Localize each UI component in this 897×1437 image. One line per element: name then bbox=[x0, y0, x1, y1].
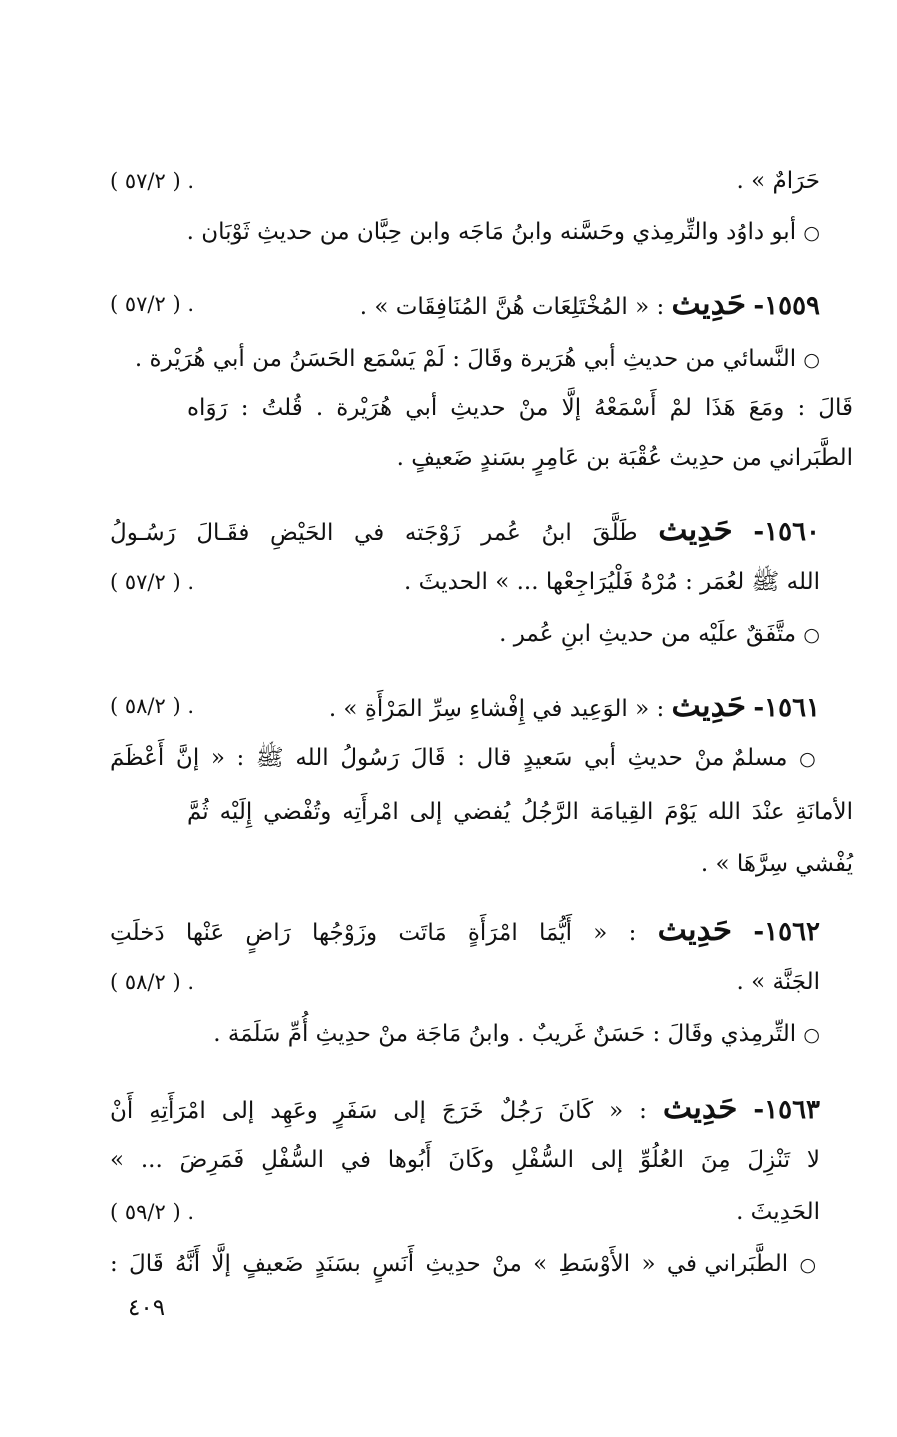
hadith-number: ١٥٦٠- bbox=[753, 517, 821, 547]
hadith-keyword: حَدِيث bbox=[657, 912, 733, 948]
takhrij-text: النَّسائي من حديثِ أبي هُرَيرة وقَالَ : لَمْ يَسْمَع الحَسَنُ من أبي هُرَيْرة . bbox=[134, 346, 797, 372]
takhrij-line: الأمانَةِ عنْدَ الله يَوْمَ القِيامَة الرَّجُلُ يُفضي إلى امْرأَتِه وتُفْضي إِلَيْه ثُمَّ bbox=[187, 799, 853, 825]
hadith-text-line bbox=[110, 556, 820, 608]
hadith-1562-heading bbox=[110, 904, 820, 956]
volume-page-ref: ( ٥٧/٢ ) . bbox=[110, 570, 195, 594]
circle-bullet-icon: ○ bbox=[803, 222, 820, 244]
hadith-text: : « أَيُّمَا امْرَأَةٍ مَاتَت وزَوْجُها رَاضٍ عَنْها دَخلَتِ bbox=[110, 920, 637, 946]
volume-page-ref: ( ٥٧/٢ ) . bbox=[110, 169, 195, 193]
takhrij-line: يُفْشي سِرَّهَا » . bbox=[700, 851, 853, 877]
hadith-text: الحَدِيثَ . bbox=[736, 1199, 820, 1225]
hadith-number: ١٥٥٩- bbox=[753, 291, 820, 321]
hadith-text-line: لا تَنْزِلَ مِنَ العُلُوِّ إلى السُّفْلِ وكَانَ أَبُوها في السُّفْلِ فَمَرِضَ ... » bbox=[110, 1147, 820, 1173]
takhrij-line: الطَّبَراني من حدِيث عُقْبَة بن عَامِرٍ بسَندٍ ضَعيفٍ . bbox=[396, 445, 853, 471]
volume-page-ref: ( ٥٩/٢ ) . bbox=[110, 1200, 195, 1224]
takhrij-text: مسلمٌ منْ حديثِ أبي سَعيدٍ قال : قَالَ رَسُولُ الله ﷺ : « إنَّ أَعْظَمَ bbox=[110, 745, 788, 771]
takhrij-line bbox=[110, 732, 820, 784]
hadith-number: ١٥٦٣- bbox=[753, 1095, 820, 1125]
hadith-number: ١٥٦١- bbox=[753, 693, 820, 723]
volume-page-ref: ( ٥٨/٢ ) . bbox=[110, 970, 195, 994]
hadith-keyword: حَدِيث bbox=[658, 512, 733, 548]
hadith-text: : « الوَعِيد في إِفْشاءِ سِرِّ المَرْأَةِ » . bbox=[328, 696, 665, 722]
circle-bullet-icon: ○ bbox=[799, 1254, 820, 1276]
takhrij-line bbox=[110, 333, 820, 385]
takhrij-text: أبو داوُد والتِّرمِذي وحَسَّنه وابنُ مَاجَه وابن حِبَّان من حديثِ ثَوْبَان . bbox=[186, 219, 797, 245]
hadith-1559-heading bbox=[110, 278, 820, 330]
hadith-text-line bbox=[110, 1186, 820, 1238]
hadith-text: حَرَامٌ » . bbox=[736, 168, 820, 194]
volume-page-ref: ( ٥٧/٢ ) . bbox=[110, 292, 195, 316]
hadith-text: الجَنَّة » . bbox=[736, 969, 820, 995]
hadith-1560-heading bbox=[110, 504, 820, 556]
hadith-text: الله ﷺ لعُمَر : مُرْهُ فَلْيُرَاجِعْها ... » الحديثَ . bbox=[404, 569, 820, 595]
hadith-text: طَلَّقَ ابنُ عُمر زَوْجَته في الحَيْضِ فقَـالَ رَسُـولُ bbox=[110, 520, 638, 546]
circle-bullet-icon: ○ bbox=[803, 624, 820, 646]
takhrij-line bbox=[110, 608, 820, 660]
hadith-1563-heading bbox=[110, 1082, 820, 1134]
volume-page-ref: ( ٥٨/٢ ) . bbox=[110, 694, 195, 718]
page-number: ٤٠٩ bbox=[128, 1295, 166, 1321]
hadith-number: ١٥٦٢- bbox=[753, 917, 821, 947]
hadith-text: : « كَانَ رَجُلٌ خَرَجَ إلى سَفَرٍ وعَهِد إلى امْرَأَتِهِ أَنْ bbox=[110, 1098, 647, 1124]
takhrij-text: متَّفَقٌ علَيْه من حديثِ ابنِ عُمر . bbox=[499, 621, 797, 647]
hadith-text: : « المُخْتَلِعَات هُنَّ المُنَافِقَات » . bbox=[359, 294, 665, 320]
hadith-keyword: حَدِيث bbox=[662, 1090, 738, 1126]
takhrij-text: التِّرمِذي وقَالَ : حَسَنٌ غَريبٌ . وابنُ مَاجَة منْ حدِيثِ أُمِّ سَلَمَة . bbox=[213, 1021, 797, 1047]
hadith-1561-heading bbox=[110, 680, 820, 732]
line-carryover bbox=[110, 155, 820, 207]
hadith-keyword: حَدِيث bbox=[671, 286, 747, 322]
takhrij-line bbox=[110, 1008, 820, 1060]
takhrij-text: الطَّبَراني في « الأَوْسَطِ » منْ حدِيثِ أَنَسٍ بسَنَدٍ ضَعيفٍ إلَّا أَنَّهُ قَالَ : bbox=[110, 1251, 789, 1277]
hadith-keyword: حَدِيث bbox=[671, 688, 747, 724]
takhrij-line: قَالَ : ومَعَ هَذَا لمْ أَسْمَعْهُ إلَّا منْ حديثِ أبي هُرَيْرة . قُلتُ : رَوَاه bbox=[187, 395, 853, 421]
circle-bullet-icon: ○ bbox=[803, 1024, 820, 1046]
hadith-text-line bbox=[110, 956, 820, 1008]
circle-bullet-icon: ○ bbox=[799, 748, 820, 770]
takhrij-line bbox=[110, 206, 820, 258]
takhrij-line bbox=[110, 1238, 820, 1290]
circle-bullet-icon: ○ bbox=[803, 349, 820, 371]
